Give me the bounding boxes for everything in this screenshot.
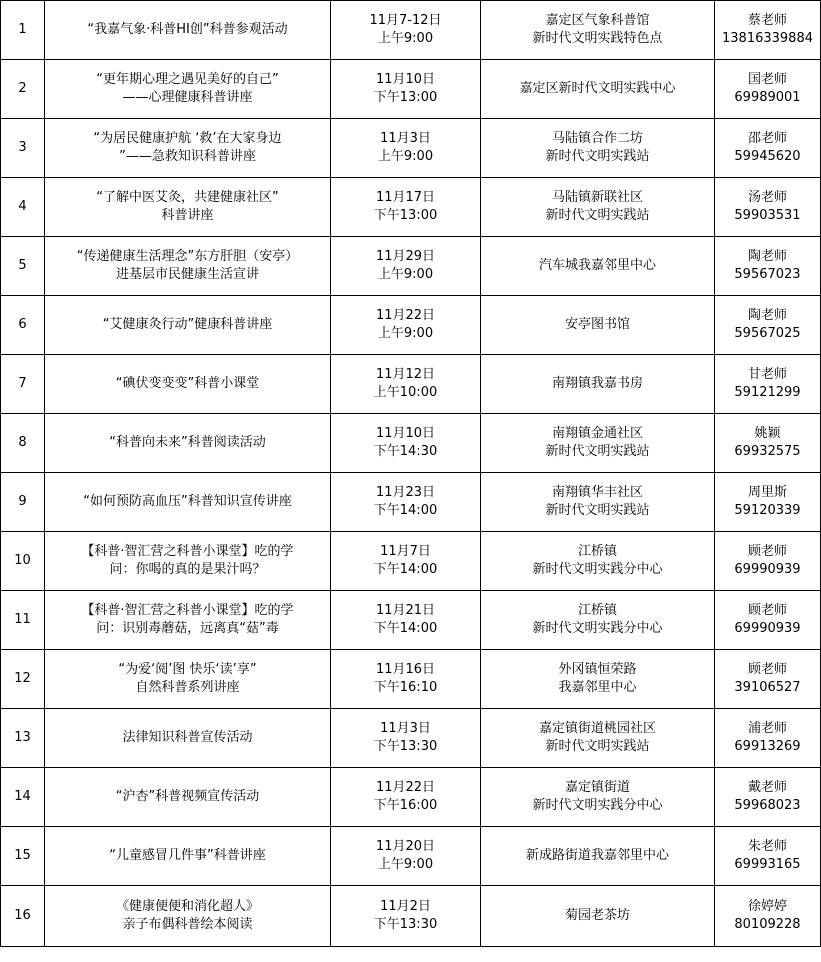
activity-contact-line: 80109228 [734, 917, 801, 932]
table-row [1, 886, 821, 947]
activity-title-cell [45, 414, 331, 473]
activity-location-cell [481, 355, 715, 414]
activity-title-cell [45, 296, 331, 355]
activity-location-cell [481, 650, 715, 709]
activity-title-line: “艾健康灸行动”健康科普讲座 [102, 317, 273, 332]
activity-time-line: 下午13:00 [373, 208, 438, 223]
activity-time-line: 11月10日 [375, 72, 436, 87]
activity-time-line: 下午16:00 [373, 798, 438, 813]
row-number-cell: 12 [1, 650, 45, 709]
activity-time-line: 上午10:00 [373, 385, 438, 400]
activity-location-cell [481, 178, 715, 237]
activity-location-line: 汽车城我嘉邻里中心 [538, 258, 656, 273]
activity-location-line: 嘉定镇街道 [564, 780, 630, 795]
activity-location-line: 马陆镇合作二坊 [551, 131, 643, 146]
activity-time-line: 下午14:30 [373, 444, 438, 459]
activity-location-line: 嘉定镇街道桃园社区 [538, 721, 656, 736]
activity-contact-cell [715, 532, 821, 591]
activity-title-line: “碘伏变变变”科普小课堂 [115, 376, 260, 391]
activity-contact-line: 13816339884 [722, 31, 813, 46]
activity-time-cell [331, 1, 481, 60]
activity-title-line: “为居民健康护航 ‘救’在大家身边 [93, 131, 282, 146]
activity-contact-cell [715, 768, 821, 827]
row-number-cell: 8 [1, 414, 45, 473]
activity-location-line: 新时代文明实践分中心 [532, 621, 663, 636]
row-number-cell: 10 [1, 532, 45, 591]
activity-time-line: 下午13:30 [373, 739, 438, 754]
activity-time-cell [331, 532, 481, 591]
activity-contact-line: 蔡老师 [747, 13, 787, 28]
activity-title-cell [45, 178, 331, 237]
activity-location-line: 我嘉邻里中心 [558, 680, 637, 695]
table-row [1, 237, 821, 296]
activity-contact-line: 顾老师 [747, 603, 787, 618]
activity-time-cell [331, 414, 481, 473]
activity-contact-cell [715, 886, 821, 947]
row-number-cell: 3 [1, 119, 45, 178]
activity-title-line: 《健康便便和消化超人》 [115, 899, 259, 914]
activity-time-line: 11月3日 [380, 131, 431, 146]
activity-time-line: 上午9:00 [377, 267, 434, 282]
activity-location-line: 新时代文明实践站 [545, 739, 650, 754]
activity-contact-line: 59903531 [734, 208, 801, 223]
activity-title-line: “我嘉气象·科普HI创”科普参观活动 [87, 22, 288, 37]
table-row [1, 768, 821, 827]
activity-location-cell [481, 827, 715, 886]
activity-location-cell [481, 60, 715, 119]
activity-title-line: “如何预防高血压”科普知识宣传讲座 [83, 494, 292, 509]
activity-location-cell [481, 473, 715, 532]
activity-location-line: 新时代文明实践站 [545, 444, 650, 459]
activity-title-cell [45, 355, 331, 414]
activity-contact-line: 姚颖 [754, 426, 781, 441]
activity-location-cell [481, 709, 715, 768]
table-row [1, 355, 821, 414]
activity-time-line: 11月3日 [380, 721, 431, 736]
activity-contact-cell [715, 650, 821, 709]
activity-contact-cell [715, 60, 821, 119]
activity-contact-line: 国老师 [747, 72, 787, 87]
activity-contact-line: 59567023 [734, 267, 801, 282]
activity-title-cell [45, 709, 331, 768]
activity-location-line: 外冈镇恒荣路 [558, 662, 637, 677]
activity-time-line: 11月7-12日 [369, 13, 442, 28]
activity-title-line: ”——急救知识科普讲座 [119, 149, 256, 164]
activity-time-line: 上午9:00 [377, 31, 434, 46]
activity-location-cell [481, 414, 715, 473]
activity-time-line: 11月29日 [375, 249, 436, 264]
activity-time-line: 11月12日 [375, 367, 436, 382]
activity-time-cell [331, 591, 481, 650]
activity-title-line: “科普向未来”科普阅读活动 [109, 435, 266, 450]
row-number-cell: 13 [1, 709, 45, 768]
activity-contact-line: 59945620 [734, 149, 801, 164]
activity-contact-line: 69913269 [734, 739, 801, 754]
activity-contact-line: 69990939 [734, 562, 801, 577]
activity-location-line: 新时代文明实践站 [545, 503, 650, 518]
table-row [1, 591, 821, 650]
activity-location-cell [481, 296, 715, 355]
activity-time-cell [331, 60, 481, 119]
activity-location-line: 新成路街道我嘉邻里中心 [525, 848, 669, 863]
activity-contact-line: 陶老师 [747, 249, 787, 264]
activity-time-line: 下午14:00 [373, 503, 438, 518]
activity-contact-cell [715, 119, 821, 178]
activity-title-cell [45, 237, 331, 296]
activity-location-cell [481, 886, 715, 947]
table-row [1, 178, 821, 237]
activity-time-cell [331, 650, 481, 709]
activity-time-line: 下午16:10 [373, 680, 438, 695]
table-row [1, 414, 821, 473]
activity-time-cell [331, 355, 481, 414]
activity-title-cell [45, 532, 331, 591]
activity-location-cell [481, 532, 715, 591]
activity-contact-line: 戴老师 [747, 780, 787, 795]
table-body [1, 1, 821, 947]
activity-title-cell [45, 60, 331, 119]
activity-title-line: “沪杏”科普视频宣传活动 [115, 789, 260, 804]
activity-contact-line: 59968023 [734, 798, 801, 813]
activity-contact-line: 顾老师 [747, 662, 787, 677]
activity-time-line: 11月2日 [380, 899, 431, 914]
row-number-cell: 1 [1, 1, 45, 60]
row-number-cell: 2 [1, 60, 45, 119]
activity-time-line: 11月21日 [375, 603, 436, 618]
activity-title-cell [45, 591, 331, 650]
activity-title-cell [45, 768, 331, 827]
activity-title-cell [45, 1, 331, 60]
activity-contact-cell [715, 473, 821, 532]
activity-contact-line: 59567025 [734, 326, 801, 341]
activity-contact-line: 周里斯 [747, 485, 787, 500]
activity-title-cell [45, 650, 331, 709]
activity-time-line: 11月22日 [375, 308, 436, 323]
activity-time-line: 11月17日 [375, 190, 436, 205]
activity-location-cell [481, 119, 715, 178]
activity-location-cell [481, 768, 715, 827]
activity-location-line: 新时代文明实践分中心 [532, 798, 663, 813]
activity-contact-line: 甘老师 [747, 367, 787, 382]
activity-location-line: 新时代文明实践站 [545, 149, 650, 164]
row-number-cell: 7 [1, 355, 45, 414]
table-row [1, 1, 821, 60]
table-row [1, 119, 821, 178]
activity-time-cell [331, 768, 481, 827]
activity-contact-line: 59121299 [734, 385, 801, 400]
activity-title-cell [45, 473, 331, 532]
activity-time-line: 11月7日 [380, 544, 431, 559]
activity-contact-line: 59120339 [734, 503, 801, 518]
activity-time-cell [331, 709, 481, 768]
activity-title-line: “为爱‘阅’图 快乐‘读’享” [118, 662, 257, 677]
activity-contact-line: 39106527 [734, 680, 801, 695]
activity-contact-line: 汤老师 [747, 190, 787, 205]
activity-contact-line: 顾老师 [747, 544, 787, 559]
activity-location-line: 新时代文明实践特色点 [532, 31, 663, 46]
activity-time-line: 11月16日 [375, 662, 436, 677]
activity-contact-line: 69990939 [734, 621, 801, 636]
activity-title-line: 进基层市民健康生活宣讲 [115, 267, 259, 282]
activity-time-line: 11月22日 [375, 780, 436, 795]
activity-location-line: 南翔镇金通社区 [551, 426, 643, 441]
activity-location-line: 嘉定区气象科普馆 [545, 13, 650, 28]
activity-contact-line: 69989001 [734, 90, 801, 105]
activity-contact-cell [715, 296, 821, 355]
activity-title-line: 【科普·智汇营之科普小课堂】吃的学 [81, 544, 294, 559]
table-row [1, 709, 821, 768]
activity-title-line: 自然科普系列讲座 [135, 680, 240, 695]
row-number-cell: 11 [1, 591, 45, 650]
activity-contact-cell [715, 1, 821, 60]
row-number-cell: 9 [1, 473, 45, 532]
activity-contact-cell [715, 827, 821, 886]
activity-title-line: 亲子布偶科普绘本阅读 [122, 917, 253, 932]
activity-title-line: “更年期心理之遇见美好的自己” [96, 72, 279, 87]
row-number-cell: 6 [1, 296, 45, 355]
activity-contact-cell [715, 709, 821, 768]
table-row [1, 827, 821, 886]
activity-time-cell [331, 119, 481, 178]
activity-time-line: 11月20日 [375, 839, 436, 854]
activity-time-line: 上午9:00 [377, 857, 434, 872]
activity-time-line: 11月10日 [375, 426, 436, 441]
activity-title-cell [45, 827, 331, 886]
activity-time-line: 11月23日 [375, 485, 436, 500]
activity-contact-line: 邵老师 [747, 131, 787, 146]
activity-contact-cell [715, 355, 821, 414]
activity-contact-line: 浦老师 [747, 721, 787, 736]
activity-title-cell [45, 886, 331, 947]
activity-title-line: “传递健康生活理念”东方肝胆（安亭） [76, 249, 299, 264]
table-row [1, 296, 821, 355]
activity-time-line: 上午9:00 [377, 149, 434, 164]
activity-time-line: 下午14:00 [373, 562, 438, 577]
activity-location-line: 安亭图书馆 [564, 317, 630, 332]
table-row [1, 473, 821, 532]
row-number-cell: 15 [1, 827, 45, 886]
row-number-cell: 16 [1, 886, 45, 947]
activity-time-cell [331, 886, 481, 947]
activity-location-line: 新时代文明实践分中心 [532, 562, 663, 577]
activity-title-cell [45, 119, 331, 178]
activity-contact-cell [715, 237, 821, 296]
activity-time-line: 下午14:00 [373, 621, 438, 636]
activity-title-line: ——心理健康科普讲座 [122, 90, 253, 105]
activity-time-line: 下午13:30 [373, 917, 438, 932]
activity-title-line: 问：识别毒蘑菇，远离真“菇”毒 [96, 621, 279, 636]
activity-title-line: 法律知识科普宣传活动 [122, 730, 253, 745]
activity-time-line: 下午13:00 [373, 90, 438, 105]
activity-location-line: 新时代文明实践站 [545, 208, 650, 223]
activity-contact-line: 徐婷婷 [747, 899, 787, 914]
activity-contact-line: 69932575 [734, 444, 801, 459]
activity-location-line: 马陆镇新联社区 [551, 190, 643, 205]
activity-contact-cell [715, 414, 821, 473]
activity-title-line: “儿童感冒几件事”科普讲座 [109, 848, 266, 863]
activity-contact-cell [715, 178, 821, 237]
activity-contact-line: 陶老师 [747, 308, 787, 323]
activity-contact-line: 朱老师 [747, 839, 787, 854]
row-number-cell: 14 [1, 768, 45, 827]
activity-time-cell [331, 237, 481, 296]
activity-location-line: 江桥镇 [577, 603, 617, 618]
activity-contact-line: 69993165 [734, 857, 801, 872]
row-number-cell: 5 [1, 237, 45, 296]
activity-location-line: 江桥镇 [577, 544, 617, 559]
table-row [1, 650, 821, 709]
activity-location-line: 南翔镇我嘉书房 [551, 376, 643, 391]
activity-contact-cell [715, 591, 821, 650]
activity-location-cell [481, 1, 715, 60]
activity-location-line: 嘉定区新时代文明实践中心 [519, 81, 676, 96]
table-row [1, 60, 821, 119]
activity-time-line: 上午9:00 [377, 326, 434, 341]
activity-location-line: 南翔镇华丰社区 [551, 485, 643, 500]
activity-time-cell [331, 178, 481, 237]
activity-location-line: 菊园老茶坊 [564, 908, 630, 923]
activity-time-cell [331, 827, 481, 886]
activity-time-cell [331, 473, 481, 532]
table-row [1, 532, 821, 591]
activity-time-cell [331, 296, 481, 355]
row-number-cell: 4 [1, 178, 45, 237]
activity-title-line: “了解中医艾灸，共建健康社区” [96, 190, 279, 205]
activity-location-cell [481, 237, 715, 296]
activity-title-line: 问：你喝的真的是果汁吗？ [109, 562, 266, 577]
activity-title-line: 【科普·智汇营之科普小课堂】吃的学 [81, 603, 294, 618]
activity-location-cell [481, 591, 715, 650]
activity-title-line: 科普讲座 [161, 208, 214, 223]
